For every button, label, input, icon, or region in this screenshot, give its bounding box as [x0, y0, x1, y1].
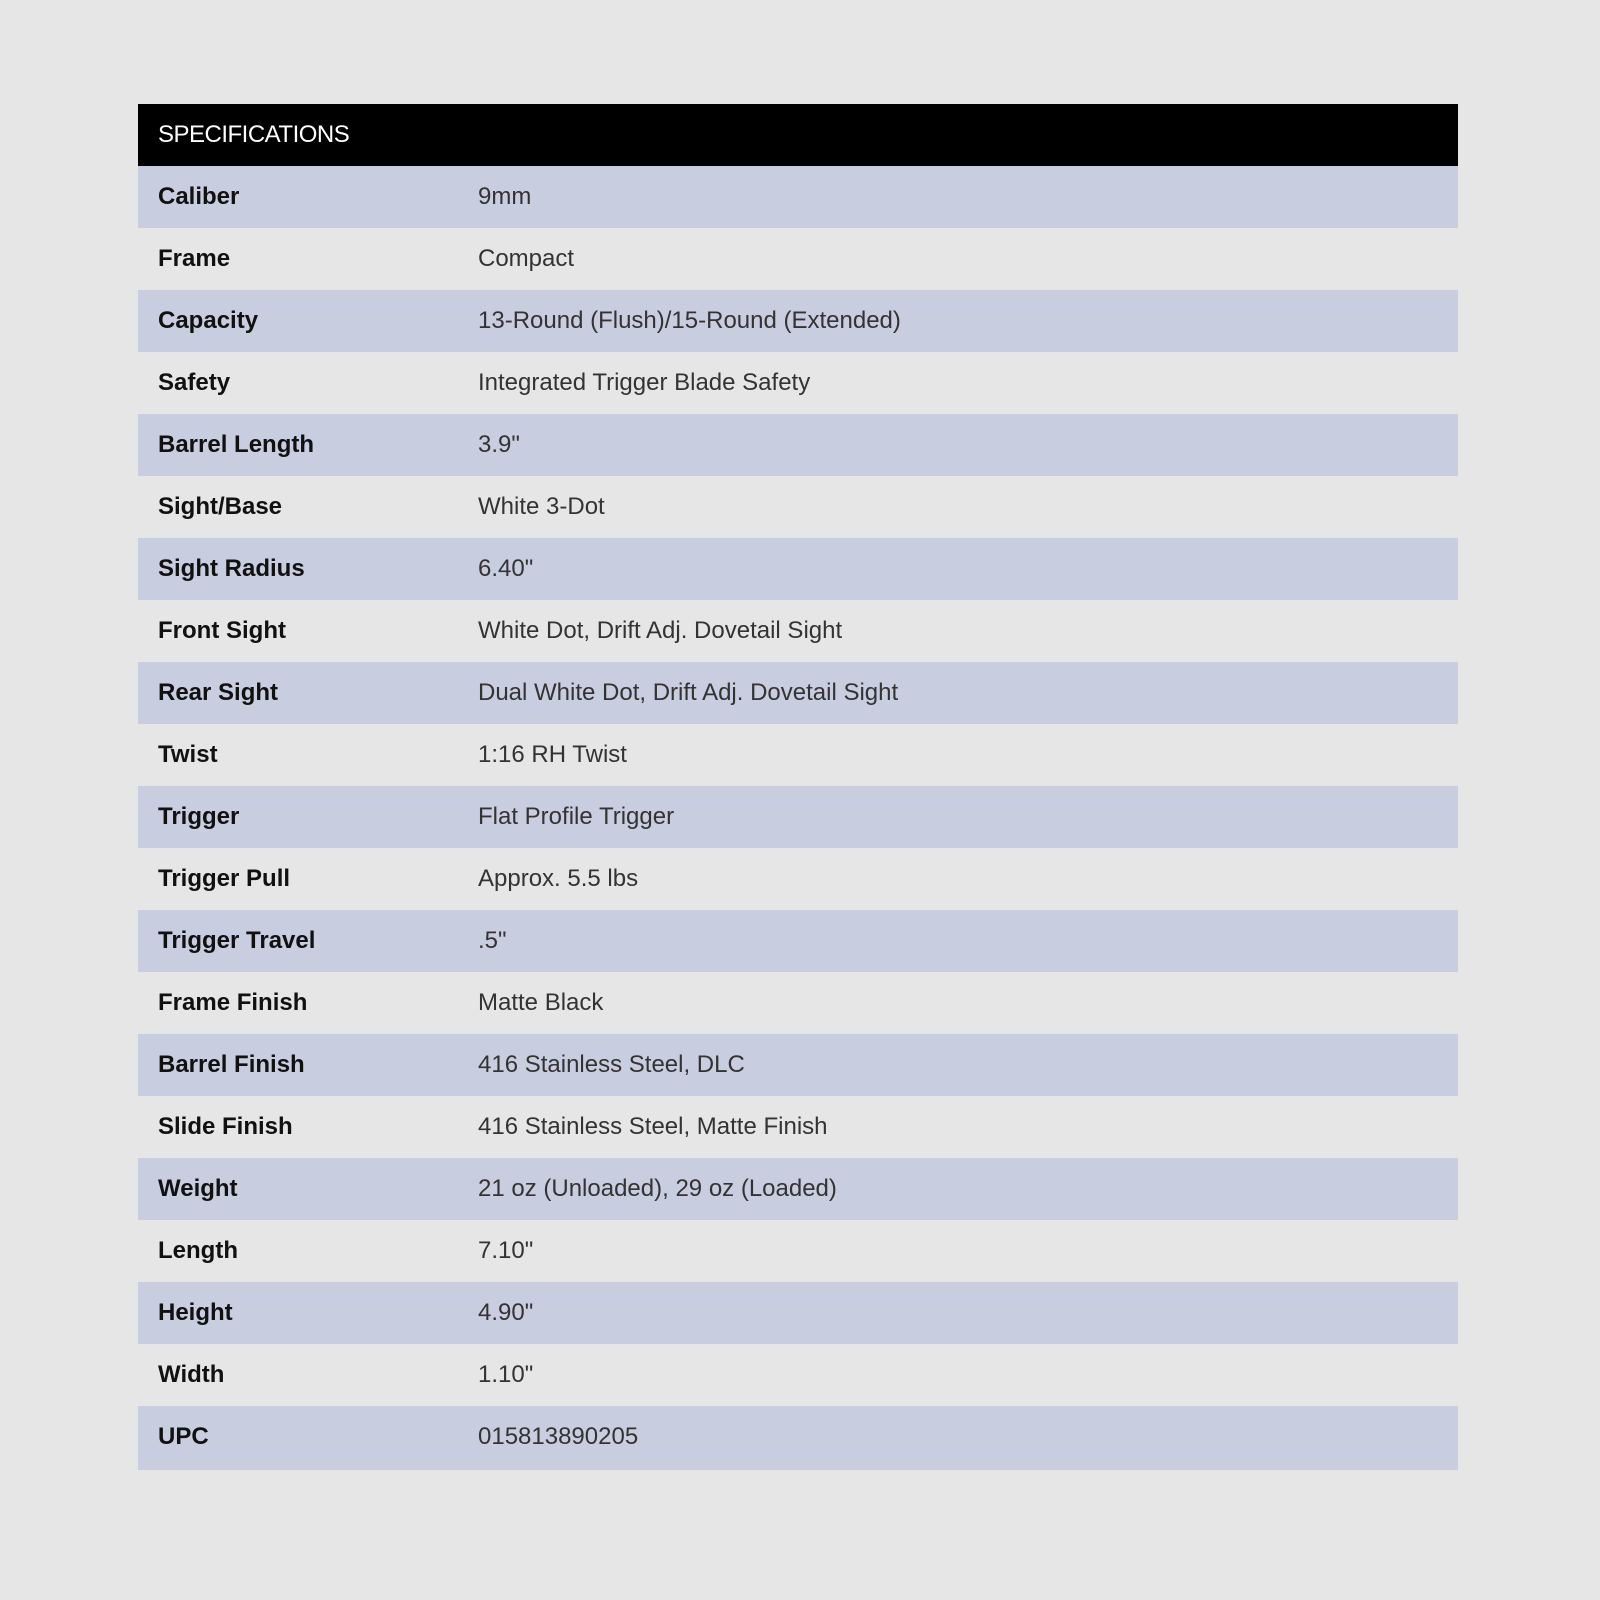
spec-label: Barrel Finish: [158, 1051, 305, 1078]
spec-label: Front Sight: [158, 617, 286, 644]
spec-value: Matte Black: [478, 989, 604, 1016]
table-row: [138, 910, 1458, 972]
table-bottom-rule: [138, 1468, 1458, 1470]
table-row: [138, 228, 1458, 290]
table-row: [138, 1282, 1458, 1344]
table-row: [138, 1096, 1458, 1158]
spec-label: Safety: [158, 369, 231, 396]
spec-label: UPC: [158, 1423, 209, 1450]
table-row: [138, 600, 1458, 662]
spec-label: Rear Sight: [158, 679, 279, 706]
table-row: [138, 972, 1458, 1034]
spec-value: 6.40": [478, 555, 534, 582]
spec-value: 1.10": [478, 1361, 534, 1388]
spec-label: Weight: [158, 1175, 238, 1202]
spec-label: Trigger Travel: [158, 927, 316, 954]
spec-value: Flat Profile Trigger: [478, 803, 675, 830]
spec-label: Twist: [158, 741, 218, 768]
table-row: [138, 352, 1458, 414]
table-row: [138, 1034, 1458, 1096]
spec-value: White Dot, Drift Adj. Dovetail Sight: [478, 617, 843, 644]
table-row: [138, 1344, 1458, 1406]
spec-label: Height: [158, 1299, 233, 1326]
table-row: [138, 166, 1458, 228]
table-row: [138, 662, 1458, 724]
table-row: [138, 848, 1458, 910]
spec-label: Capacity: [158, 307, 259, 334]
spec-label: Sight/Base: [158, 493, 283, 520]
table-row: [138, 1220, 1458, 1282]
table-row: [138, 1158, 1458, 1220]
spec-value: 416 Stainless Steel, Matte Finish: [478, 1113, 828, 1140]
spec-label: Width: [158, 1361, 225, 1388]
table-row: [138, 786, 1458, 848]
spec-value: 9mm: [478, 183, 532, 210]
spec-label: Barrel Length: [158, 431, 315, 458]
table-row: [138, 724, 1458, 786]
spec-value: Integrated Trigger Blade Safety: [478, 369, 811, 396]
table-row: [138, 414, 1458, 476]
spec-value: Compact: [478, 245, 575, 272]
table-row: [138, 290, 1458, 352]
table-row: [138, 476, 1458, 538]
spec-value: 4.90": [478, 1299, 534, 1326]
spec-label: Slide Finish: [158, 1113, 293, 1140]
spec-value: 015813890205: [478, 1423, 639, 1450]
spec-label: Sight Radius: [158, 555, 305, 582]
table-title: SPECIFICATIONS: [138, 104, 1458, 166]
spec-value: 7.10": [478, 1237, 534, 1264]
spec-value: Approx. 5.5 lbs: [478, 865, 639, 892]
spec-value: .5": [478, 927, 507, 954]
spec-label: Frame: [158, 245, 231, 272]
table-row: [138, 1406, 1458, 1468]
spec-value: 3.9": [478, 431, 520, 458]
spec-label: Caliber: [158, 183, 240, 210]
spec-value: White 3-Dot: [478, 493, 605, 520]
specifications-table: [138, 104, 1458, 1470]
table-body: [138, 166, 1458, 1468]
spec-label: Trigger Pull: [158, 865, 291, 892]
table-row: [138, 538, 1458, 600]
spec-value: 21 oz (Unloaded), 29 oz (Loaded): [478, 1175, 837, 1202]
spec-value: 1:16 RH Twist: [478, 741, 627, 768]
spec-value: Dual White Dot, Drift Adj. Dovetail Sight: [478, 679, 899, 706]
spec-label: Frame Finish: [158, 989, 308, 1016]
spec-value: 13-Round (Flush)/15-Round (Extended): [478, 307, 901, 334]
spec-value: 416 Stainless Steel, DLC: [478, 1051, 745, 1078]
spec-label: Trigger: [158, 803, 240, 830]
spec-label: Length: [158, 1237, 238, 1264]
